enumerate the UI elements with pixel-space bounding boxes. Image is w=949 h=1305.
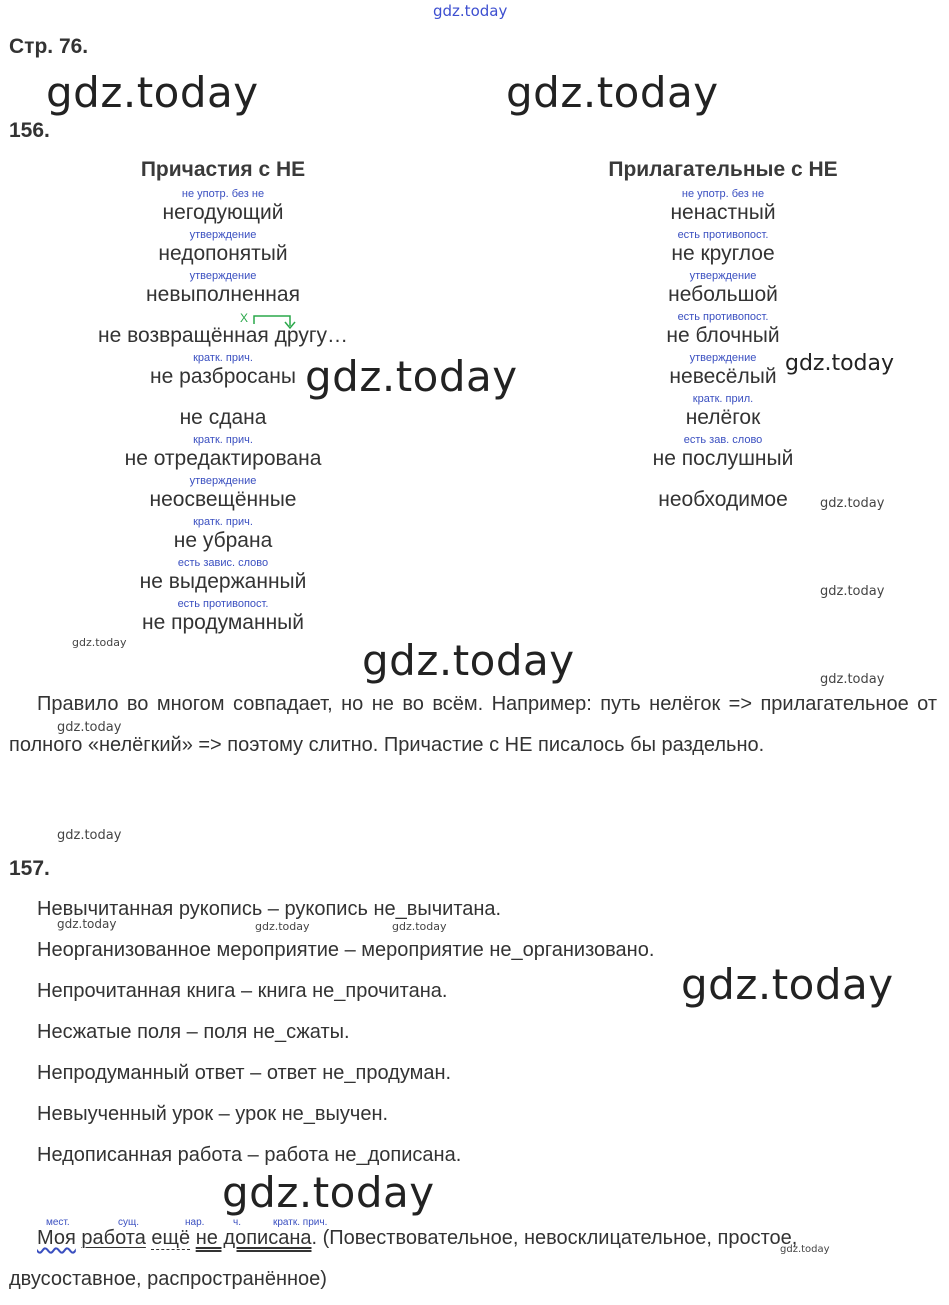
adjective-note (503, 475, 943, 487)
exercise-number-157: 157. (9, 857, 50, 880)
adjective-note: кратк. прил. (692, 393, 754, 405)
participle-word: не разбросаны (150, 365, 296, 388)
watermark: gdz.today (57, 720, 122, 735)
dependency-arrow-mark (240, 312, 300, 332)
word-eshche: ещё (151, 1227, 191, 1249)
adjective-word: небольшой (668, 283, 778, 306)
participle-item (3, 311, 443, 349)
example-line: Непродуманный ответ – ответ не_продуман. (37, 1062, 452, 1084)
adjective-note: есть противопост. (677, 311, 769, 323)
participle-word: неосвещённые (149, 488, 297, 511)
cross-mark: X (240, 311, 249, 325)
word-moya: Моя (37, 1227, 76, 1249)
watermark: gdz.today (506, 68, 719, 117)
participle-note: есть противопост. (177, 598, 269, 610)
adjective-note: есть противопост. (677, 229, 769, 241)
watermark: gdz.today (362, 636, 575, 685)
example-line: Невыученный урок – урок не_выучен. (37, 1103, 389, 1125)
arrow-icon (240, 312, 300, 332)
label-pronoun: мест. (46, 1217, 70, 1228)
example-line: Непрочитанная книга – книга не_прочитана. (37, 980, 448, 1002)
participle-note: кратк. прич. (193, 352, 253, 364)
participle-note: утверждение (189, 229, 257, 241)
label-adverb: нар. (185, 1217, 205, 1228)
participle-item (3, 557, 443, 595)
adjective-word: не послушный (652, 447, 794, 470)
participle-word: негодующий (162, 201, 284, 224)
watermark: gdz.today (57, 828, 122, 843)
adjective-word: не блочный (666, 324, 780, 347)
word-ne-dopisana: не дописана (195, 1227, 312, 1249)
participle-item (3, 229, 443, 267)
adjective-note: утверждение (689, 352, 757, 364)
participle-item (3, 516, 443, 554)
participle-word: не отредактирована (124, 447, 322, 470)
adjective-word: ненастный (670, 201, 776, 224)
participle-note: кратк. прич. (193, 434, 253, 446)
watermark: gdz.today (46, 68, 259, 117)
parsed-sentence (37, 1227, 797, 1250)
column-title-participles: Причастия с НЕ (140, 158, 306, 181)
watermark: gdz.today (392, 920, 447, 933)
adjective-note: есть зав. слово (683, 434, 763, 446)
watermark: gdz.today (785, 351, 895, 376)
adjective-note: утверждение (689, 270, 757, 282)
adjective-note: не употр. без не (681, 188, 765, 200)
watermark: gdz.today (57, 917, 117, 931)
participle-word: не сдана (179, 406, 267, 429)
participle-note: не употр. без не (181, 188, 265, 200)
participle-note: есть завис. слово (177, 557, 269, 569)
sentence-characteristics: (Повествовательное, невосклицательное, простое, (317, 1227, 798, 1249)
example-line: Несжатые поля – поля не_сжаты. (37, 1021, 350, 1043)
participle-item (3, 434, 443, 472)
participle-word: не продуманный (141, 611, 305, 634)
example-line: Недописанная работа – работа не_дописана. (37, 1144, 462, 1166)
watermark: gdz.today (222, 1168, 435, 1217)
example-line: Неорганизованное мероприятие – мероприятие не_организовано. (37, 939, 655, 961)
adjective-word: не круглое (671, 242, 775, 265)
participle-word: не возвращённая другу… (97, 324, 348, 347)
watermark: gdz.today (305, 352, 518, 401)
participle-item (3, 270, 443, 308)
adjective-word: невесёлый (669, 365, 777, 388)
column-title-adjectives: Прилагательные с НЕ (608, 158, 838, 181)
label-noun: сущ. (118, 1217, 140, 1228)
participle-item (3, 188, 443, 226)
watermark: gdz.today (820, 496, 885, 511)
participle-word: не убрана (173, 529, 273, 552)
exercise-number-156: 156. (9, 119, 50, 142)
participle-note: утверждение (189, 270, 257, 282)
participle-word: невыполненная (146, 283, 300, 306)
label-particle: ч. (233, 1217, 241, 1228)
example-line: Невычитанная рукопись – рукопись не_вычитана. (37, 898, 502, 920)
participle-item (3, 475, 443, 513)
sentence-period: . (311, 1227, 318, 1249)
watermark: gdz.today (820, 584, 885, 599)
label-short-participle: кратк. прич. (273, 1217, 328, 1228)
watermark: gdz.today (255, 920, 310, 933)
rule-paragraph: Правило во многом совпадает, но не во всём. Например: путь нелёгок => прилагательное от полного «нелёгкий» => поэтому слитно. Причастие с НЕ писалось бы раздельно. (9, 693, 937, 756)
participle-item (3, 598, 443, 636)
adjective-item (503, 229, 943, 267)
word-rabota: работа (81, 1227, 146, 1249)
adjective-item (503, 270, 943, 308)
watermark: gdz.today (681, 960, 894, 1009)
participle-note (3, 311, 443, 323)
participle-note: кратк. прич. (193, 516, 253, 528)
sentence-characteristics-cont: двусоставное, распространённое) (9, 1268, 327, 1290)
participle-note: утверждение (189, 475, 257, 487)
adjective-item (503, 434, 943, 472)
adjective-item (503, 188, 943, 226)
adjective-word: нелёгок (685, 406, 761, 429)
participle-word: недопонятый (158, 242, 288, 265)
watermark-top: gdz.today (433, 2, 508, 20)
adjective-item (503, 393, 943, 431)
participle-word: не выдержанный (139, 570, 307, 593)
watermark: gdz.today (820, 672, 885, 687)
adjective-item (503, 311, 943, 349)
adjective-word: необходимое (658, 488, 788, 511)
page-reference: Стр. 76. (9, 35, 89, 58)
watermark: gdz.today (780, 1244, 830, 1255)
watermark: gdz.today (72, 636, 127, 649)
